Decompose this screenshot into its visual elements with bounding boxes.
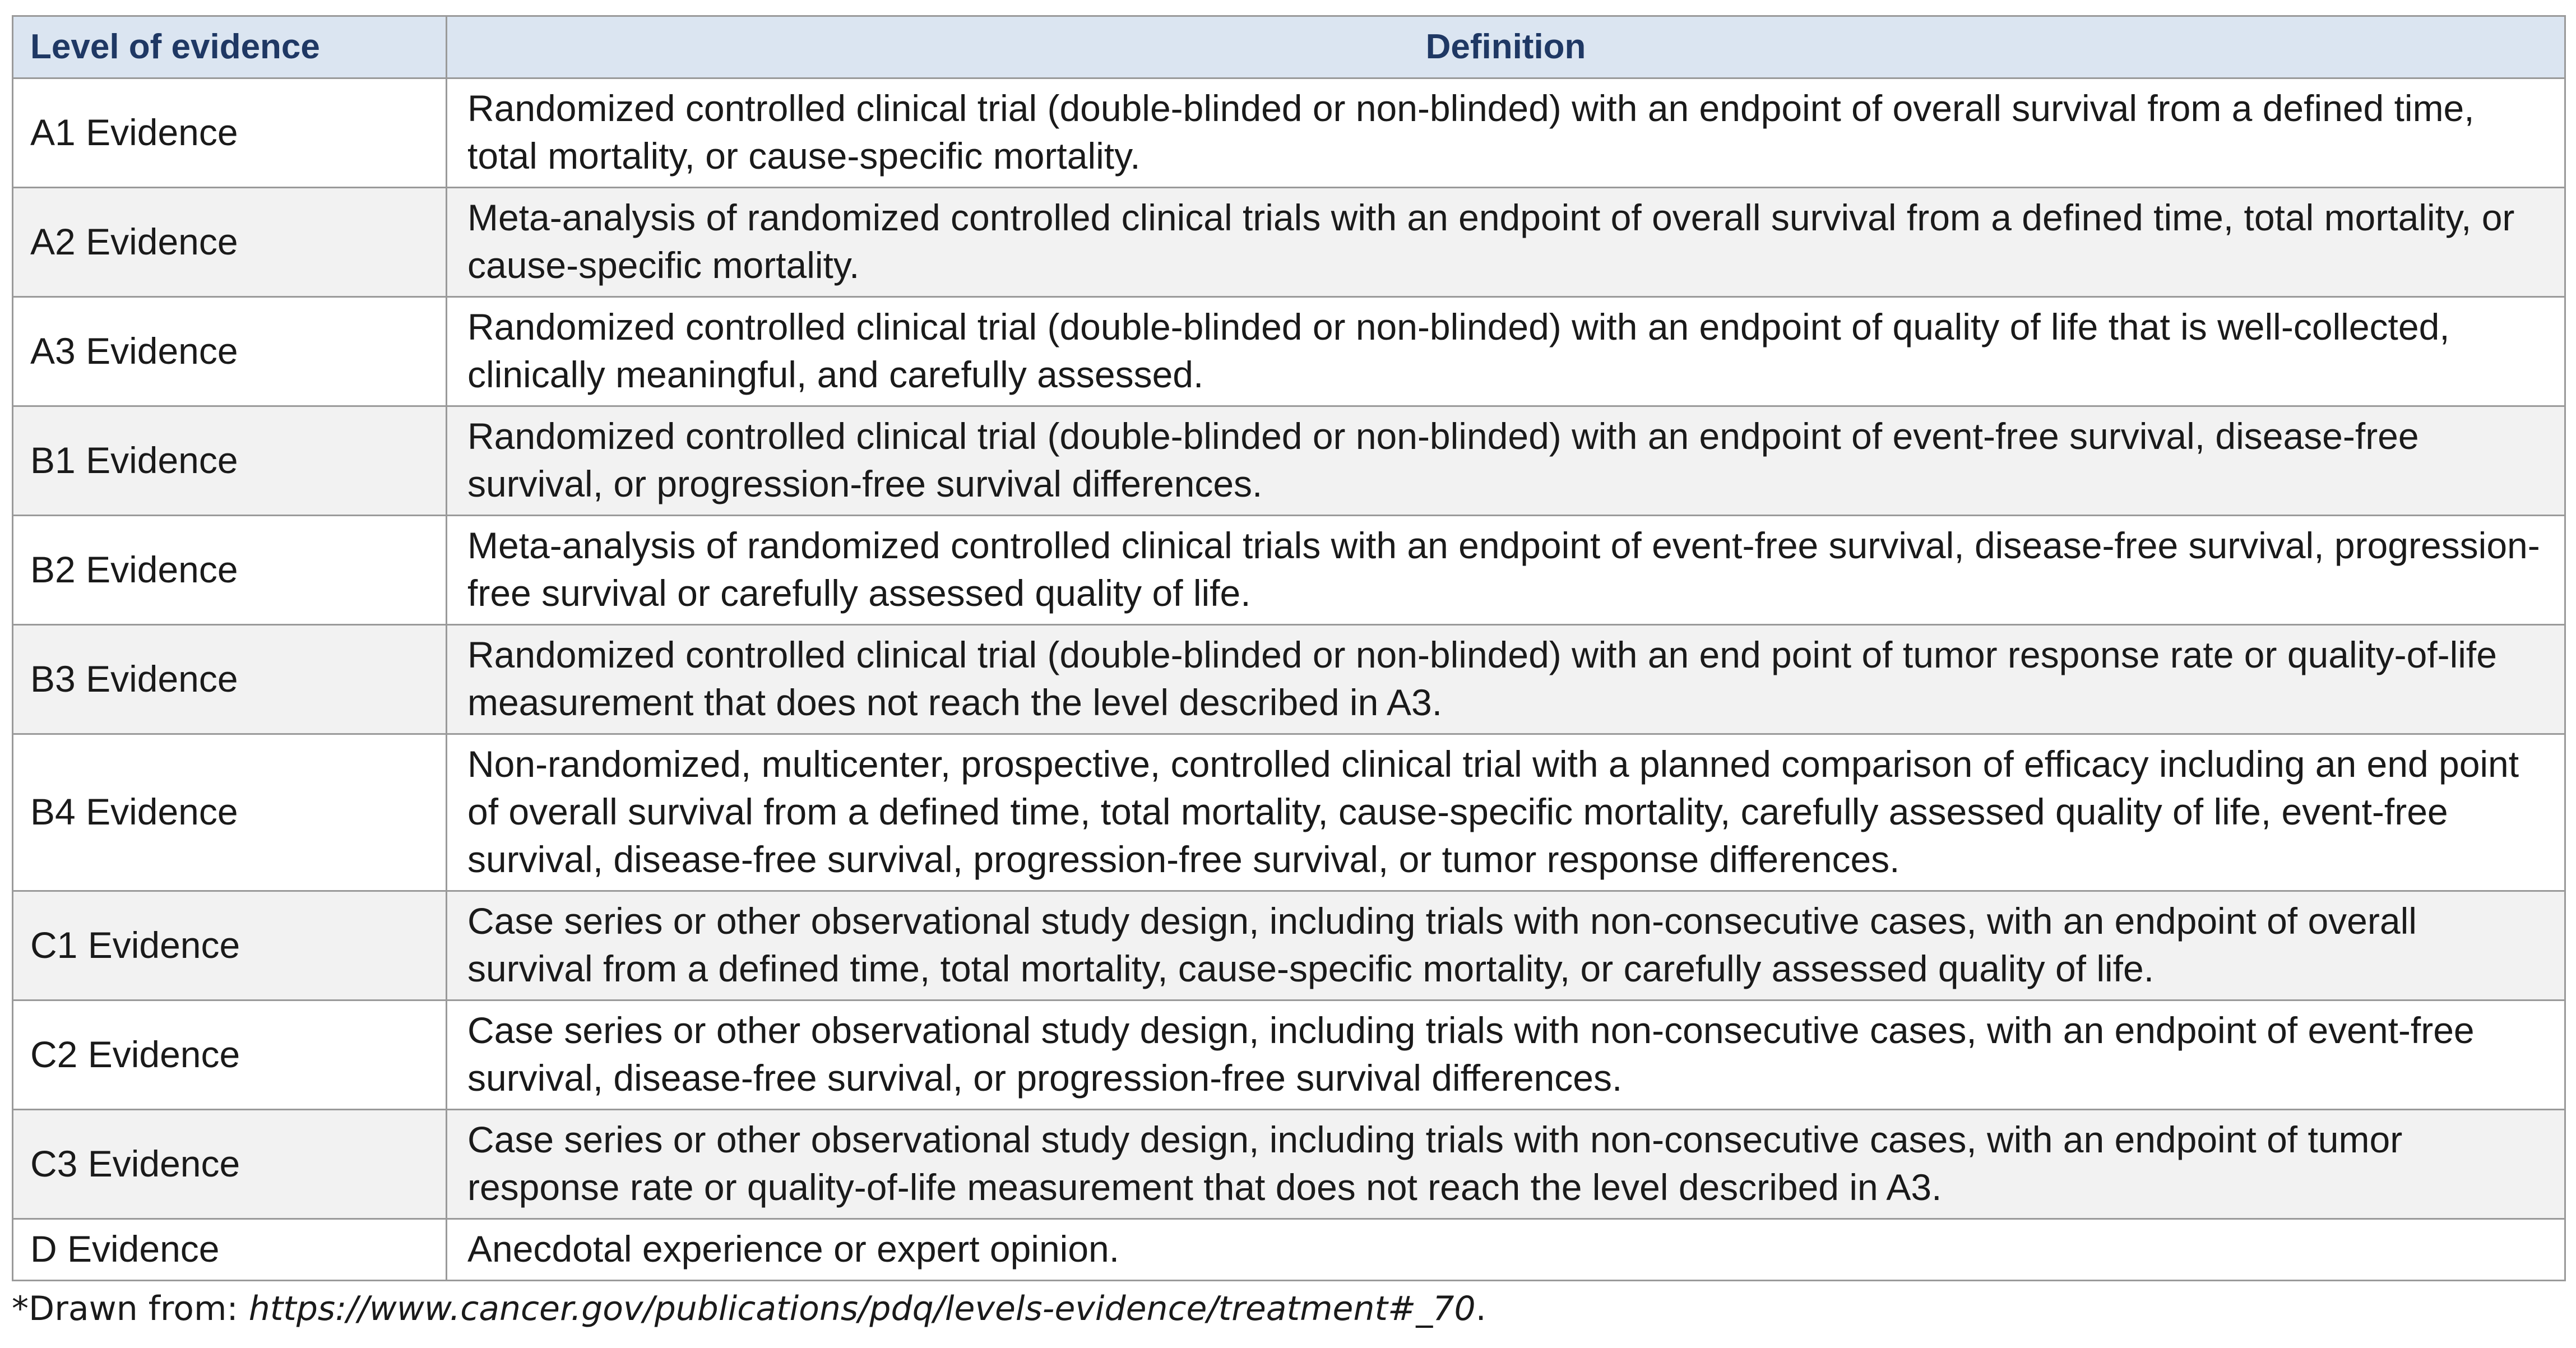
- level-cell: C3 Evidence: [13, 1110, 447, 1219]
- level-cell: C1 Evidence: [13, 891, 447, 1000]
- level-cell: B4 Evidence: [13, 734, 447, 891]
- definition-cell: Randomized controlled clinical trial (double-blinded or non-blinded) with an endpoint of quality of life that is well-collected, clinically meaningful, and carefully assessed.: [447, 297, 2565, 406]
- column-header-level: Level of evidence: [13, 16, 447, 78]
- table-row: [13, 891, 2565, 1000]
- table-row: [13, 406, 2565, 516]
- level-cell: B2 Evidence: [13, 516, 447, 625]
- source-footnote: [12, 1289, 1486, 1328]
- footnote-prefix: *Drawn from:: [12, 1289, 249, 1328]
- level-cell: A2 Evidence: [13, 188, 447, 297]
- table-header: [13, 16, 2565, 78]
- table-row: [13, 297, 2565, 406]
- level-cell: A3 Evidence: [13, 297, 447, 406]
- level-cell: B1 Evidence: [13, 406, 447, 516]
- table-row: [13, 734, 2565, 891]
- definition-cell: Case series or other observational study design, including trials with non-consecutive cases, with an endpoint of overall survival from a defined time, total mortality, cause-specific mortality, or carefully assessed quality of life.: [447, 891, 2565, 1000]
- definition-cell: Anecdotal experience or expert opinion.: [447, 1219, 2565, 1281]
- table-row: [13, 516, 2565, 625]
- footnote-suffix: .: [1475, 1289, 1486, 1328]
- evidence-levels-table: [12, 15, 2566, 1281]
- definition-cell: Meta-analysis of randomized controlled clinical trials with an endpoint of overall survival from a defined time, total mortality, or cause-specific mortality.: [447, 188, 2565, 297]
- table-row: [13, 625, 2565, 734]
- column-header-definition: Definition: [447, 16, 2565, 78]
- level-cell: D Evidence: [13, 1219, 447, 1281]
- definition-cell: Randomized controlled clinical trial (double-blinded or non-blinded) with an endpoint of overall survival from a defined time, total mortality, or cause-specific mortality.: [447, 78, 2565, 188]
- level-cell: A1 Evidence: [13, 78, 447, 188]
- evidence-table-container: [12, 15, 2564, 1281]
- footnote-source-url: https://www.cancer.gov/publications/pdq/levels-evidence/treatment#_70: [248, 1289, 1476, 1328]
- definition-cell: Randomized controlled clinical trial (double-blinded or non-blinded) with an endpoint of event-free survival, disease-free survival, or progression-free survival differences.: [447, 406, 2565, 516]
- definition-cell: Case series or other observational study design, including trials with non-consecutive cases, with an endpoint of tumor response rate or quality-of-life measurement that does not reach the level described in A3.: [447, 1110, 2565, 1219]
- definition-cell: Case series or other observational study design, including trials with non-consecutive cases, with an endpoint of event-free survival, disease-free survival, or progression-free survival differences.: [447, 1000, 2565, 1110]
- table-row: [13, 1219, 2565, 1281]
- level-cell: C2 Evidence: [13, 1000, 447, 1110]
- table-row: [13, 1000, 2565, 1110]
- table-row: [13, 1110, 2565, 1219]
- header-row: [13, 16, 2565, 78]
- table-row: [13, 78, 2565, 188]
- table-body: [13, 78, 2565, 1281]
- definition-cell: Randomized controlled clinical trial (double-blinded or non-blinded) with an end point of tumor response rate or quality-of-life measurement that does not reach the level described in A3.: [447, 625, 2565, 734]
- table-row: [13, 188, 2565, 297]
- definition-cell: Meta-analysis of randomized controlled clinical trials with an endpoint of event-free survival, disease-free survival, progression-free survival or carefully assessed quality of life.: [447, 516, 2565, 625]
- definition-cell: Non-randomized, multicenter, prospective, controlled clinical trial with a planned comparison of efficacy including an end point of overall survival from a defined time, total mortality, cause-specific mortality, carefully assessed quality of life, event-free survival, disease-free survival, progression-free survival, or tumor response differences.: [447, 734, 2565, 891]
- level-cell: B3 Evidence: [13, 625, 447, 734]
